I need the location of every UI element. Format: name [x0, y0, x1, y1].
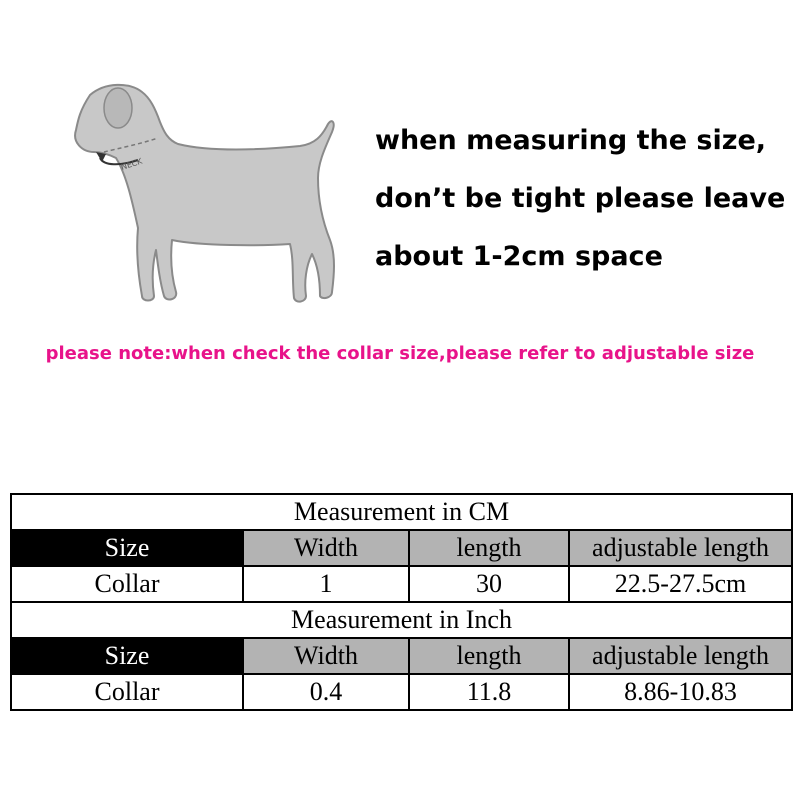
instruction-line-2: don’t be tight please leave: [375, 183, 786, 214]
cm-header-row: [11, 530, 792, 566]
measuring-instructions: [375, 112, 795, 286]
header-width: Width: [243, 638, 409, 674]
inch-collar-row: [11, 674, 792, 710]
header-adjustable-length: adjustable length: [569, 530, 792, 566]
header-width: Width: [243, 530, 409, 566]
cell-size: Collar: [11, 674, 243, 710]
cell-adjustable-length: 8.86-10.83: [569, 674, 792, 710]
cell-adjustable-length: 22.5-27.5cm: [569, 566, 792, 602]
cm-section-row: [11, 494, 792, 530]
neck-label: NECK: [119, 156, 144, 172]
dog-neck-measurement-illustration: [60, 70, 360, 320]
cm-section-title: Measurement in CM: [11, 494, 792, 530]
dog-ear: [104, 88, 132, 128]
collar-size-note: please note:when check the collar size,please refer to adjustable size: [45, 343, 755, 364]
cell-length: 11.8: [409, 674, 569, 710]
size-table: [10, 493, 793, 711]
cell-size: Collar: [11, 566, 243, 602]
header-length: length: [409, 530, 569, 566]
inch-section-row: [11, 602, 792, 638]
cell-width: 1: [243, 566, 409, 602]
inch-section-title: Measurement in Inch: [11, 602, 792, 638]
inch-header-row: [11, 638, 792, 674]
header-size: Size: [11, 638, 243, 674]
cell-length: 30: [409, 566, 569, 602]
instruction-line-3: about 1-2cm space: [375, 241, 663, 272]
header-size: Size: [11, 530, 243, 566]
cm-collar-row: [11, 566, 792, 602]
header-adjustable-length: adjustable length: [569, 638, 792, 674]
header-length: length: [409, 638, 569, 674]
instruction-line-1: when measuring the size,: [375, 125, 767, 156]
cell-width: 0.4: [243, 674, 409, 710]
